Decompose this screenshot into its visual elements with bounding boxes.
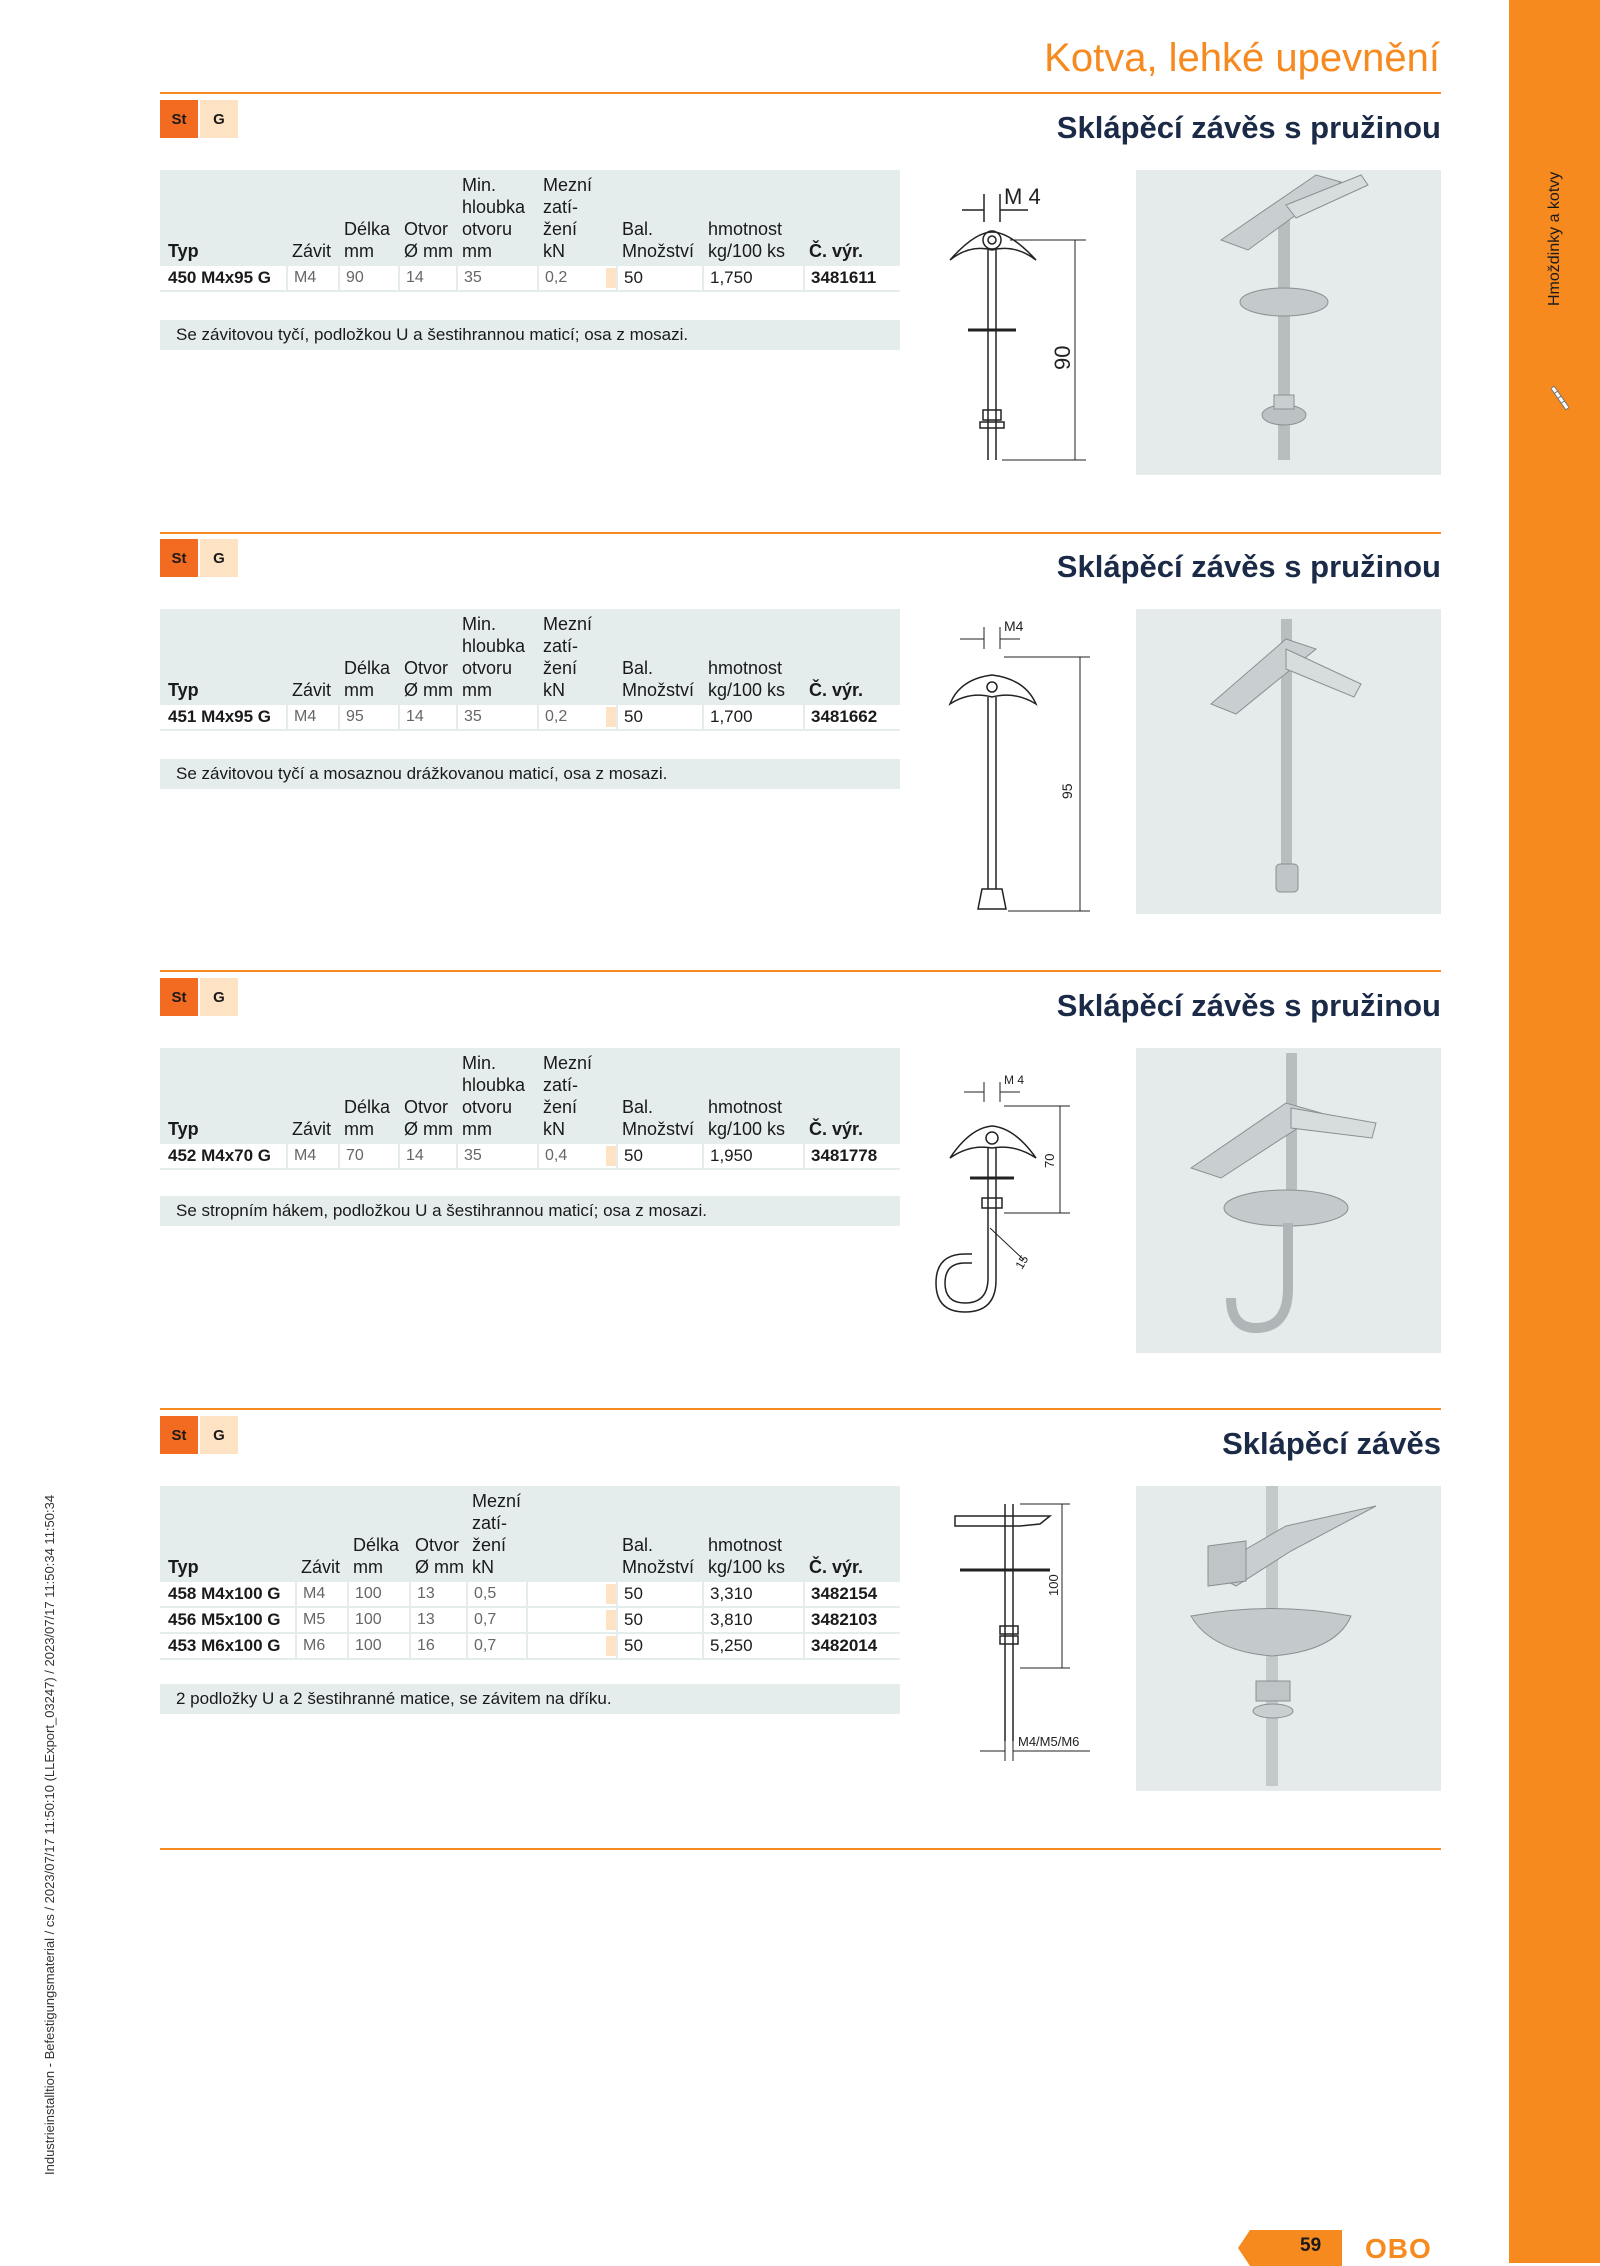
table-row: [160, 1144, 900, 1170]
cell-mezni: 0,4: [537, 1144, 599, 1168]
cell-otvor: 13: [409, 1582, 466, 1606]
orange-side-bar: [1509, 0, 1600, 2263]
product-table: [160, 170, 900, 292]
table-row: [160, 1608, 900, 1634]
col-min-hloubka: Min. hloubka otvoru mm: [462, 1053, 526, 1139]
cell-typ: 451 M4x95 G: [168, 707, 272, 726]
drawing-length-label: 95: [1059, 783, 1075, 799]
col-zavit: Závit: [292, 241, 332, 261]
table-row: [160, 1634, 900, 1660]
cell-delka: 100: [347, 1608, 409, 1632]
row-accent: [606, 268, 616, 288]
material-badge-st: St: [160, 978, 198, 1016]
col-cvyr: Č. výr.: [809, 1557, 864, 1577]
side-category-label: Hmoždinky a kotvy: [1546, 171, 1563, 306]
col-min-hloubka: Min. hloubka otvoru mm: [462, 614, 526, 700]
drawing-thread-label: M 4: [1004, 184, 1041, 209]
section-title: Sklápěcí závěs s pružinou: [1056, 549, 1441, 584]
cell-otvor: 16: [409, 1634, 466, 1658]
divider: [160, 970, 1441, 972]
col-hmotnost: hmotnost kg/100 ks: [708, 1535, 786, 1577]
col-cvyr: Č. výr.: [809, 680, 864, 700]
cell-typ: 452 M4x70 G: [168, 1146, 272, 1165]
col-typ: Typ: [168, 1119, 199, 1139]
cell-otvor: 14: [398, 705, 456, 729]
cell-cvyr: 3481778: [803, 1144, 900, 1168]
product-photo: [1136, 1048, 1441, 1353]
table-header: [160, 609, 900, 705]
cell-min: 35: [456, 1144, 537, 1168]
cell-delka: 100: [347, 1634, 409, 1658]
divider: [160, 92, 1441, 94]
product-description: Se stropním hákem, podložkou U a šestihrannou maticí; osa z mosazi.: [160, 1196, 900, 1226]
anchor-icon: [1551, 383, 1569, 413]
page-number-tab: [1238, 2230, 1342, 2266]
cell-mezni: 0,7: [466, 1634, 526, 1658]
col-delka: Délka mm: [353, 1535, 400, 1577]
cell-delka: 100: [347, 1582, 409, 1606]
product-table: [160, 1486, 900, 1660]
row-accent: [606, 1584, 616, 1604]
drawing-hook-label: 15: [1012, 1252, 1032, 1272]
cell-zavit: M4: [286, 705, 338, 729]
cell-otvor: 14: [398, 1144, 456, 1168]
table-header: [160, 170, 900, 266]
col-bal: Bal. Množství: [622, 1535, 695, 1577]
cell-zavit: M4: [286, 266, 338, 290]
col-hmotnost: hmotnost kg/100 ks: [708, 219, 786, 261]
drawing-thread-label: M4: [1004, 618, 1024, 634]
col-mezni: Mezní zatí- žení kN: [543, 175, 593, 261]
col-zavit: Závit: [301, 1557, 341, 1577]
cell-zavit: M6: [295, 1634, 347, 1658]
divider: [160, 1408, 1441, 1410]
material-badge-st: St: [160, 100, 198, 138]
drawing-thread-label: M 4: [1004, 1073, 1025, 1087]
cell-cvyr: 3481662: [803, 705, 900, 729]
section-title: Sklápěcí závěs s pružinou: [1056, 110, 1441, 145]
col-otvor: Otvor Ø mm: [404, 1097, 453, 1139]
cell-mezni: 0,2: [537, 266, 599, 290]
col-bal: Bal. Množství: [622, 219, 695, 261]
cell-cvyr: 3482014: [803, 1634, 900, 1658]
cell-bal: 50: [616, 705, 702, 729]
material-badge-st: St: [160, 539, 198, 577]
cell-typ: 450 M4x95 G: [168, 268, 272, 287]
product-table: [160, 609, 900, 731]
col-mezni: Mezní zatí- žení kN: [543, 614, 593, 700]
cell-empty: [526, 1634, 606, 1658]
divider: [160, 532, 1441, 534]
finish-badge-g: G: [200, 1416, 238, 1454]
col-mezni: Mezní zatí- žení kN: [543, 1053, 593, 1139]
cell-delka: 95: [338, 705, 398, 729]
cell-zavit: M4: [286, 1144, 338, 1168]
cell-bal: 50: [616, 1582, 702, 1606]
product-photo: [1136, 1486, 1441, 1791]
section-title: Sklápěcí závěs: [1222, 1426, 1441, 1461]
material-badge-st: St: [160, 1416, 198, 1454]
col-bal: Bal. Množství: [622, 658, 695, 700]
drawing-length-label: 90: [1050, 345, 1075, 370]
cell-hmotnost: 1,750: [702, 266, 803, 290]
product-section-458: [160, 1416, 1441, 1856]
product-description: Se závitovou tyčí a mosaznou drážkovanou maticí, osa z mosazi.: [160, 759, 900, 789]
product-section-450: [160, 100, 1441, 520]
col-delka: Délka mm: [344, 219, 391, 261]
cell-bal: 50: [616, 1144, 702, 1168]
product-section-451: [160, 539, 1441, 959]
cell-bal: 50: [616, 1608, 702, 1632]
section-title: Sklápěcí závěs s pružinou: [1056, 988, 1441, 1023]
product-table: [160, 1048, 900, 1170]
row-accent: [606, 1610, 616, 1630]
cell-mezni: 0,5: [466, 1582, 526, 1606]
cell-cvyr: 3482103: [803, 1608, 900, 1632]
cell-cvyr: 3481611: [803, 266, 900, 290]
cell-hmotnost: 3,810: [702, 1608, 803, 1632]
col-delka: Délka mm: [344, 658, 391, 700]
cell-hmotnost: 1,700: [702, 705, 803, 729]
product-description: Se závitovou tyčí, podložkou U a šestihrannou maticí; osa z mosazi.: [160, 320, 900, 350]
col-typ: Typ: [168, 1557, 199, 1577]
col-hmotnost: hmotnost kg/100 ks: [708, 658, 786, 700]
col-otvor: Otvor Ø mm: [415, 1535, 464, 1577]
table-header: [160, 1048, 900, 1144]
cell-zavit: M4: [295, 1582, 347, 1606]
cell-bal: 50: [616, 1634, 702, 1658]
col-mezni: Mezní zatí- žení kN: [472, 1491, 522, 1577]
cell-hmotnost: 1,950: [702, 1144, 803, 1168]
cell-otvor: 13: [409, 1608, 466, 1632]
obo-logo: OBO: [1365, 2233, 1432, 2264]
cell-delka: 90: [338, 266, 398, 290]
cell-zavit: M5: [295, 1608, 347, 1632]
cell-delka: 70: [338, 1144, 398, 1168]
cell-mezni: 0,7: [466, 1608, 526, 1632]
product-description: 2 podložky U a 2 šestihranné matice, se závitem na dříku.: [160, 1684, 900, 1714]
finish-badge-g: G: [200, 539, 238, 577]
cell-empty: [526, 1608, 606, 1632]
cell-min: 35: [456, 266, 537, 290]
row-accent: [606, 707, 616, 727]
col-cvyr: Č. výr.: [809, 1119, 864, 1139]
divider: [160, 1848, 1441, 1850]
cell-empty: [526, 1582, 606, 1606]
col-hmotnost: hmotnost kg/100 ks: [708, 1097, 786, 1139]
cell-bal: 50: [616, 266, 702, 290]
table-row: [160, 705, 900, 731]
cell-mezni: 0,2: [537, 705, 599, 729]
page-number: 59: [1300, 2235, 1322, 2256]
cell-otvor: 14: [398, 266, 456, 290]
cell-typ: 456 M5x100 G: [168, 1610, 281, 1629]
cell-typ: 453 M6x100 G: [168, 1636, 281, 1655]
col-typ: Typ: [168, 241, 199, 261]
col-typ: Typ: [168, 680, 199, 700]
drawing-length-label: 70: [1042, 1153, 1057, 1168]
col-cvyr: Č. výr.: [809, 241, 864, 261]
product-section-452: [160, 978, 1441, 1398]
table-row: [160, 266, 900, 292]
col-delka: Délka mm: [344, 1097, 391, 1139]
col-zavit: Závit: [292, 1119, 332, 1139]
col-min-hloubka: Min. hloubka otvoru mm: [462, 175, 526, 261]
col-zavit: Závit: [292, 680, 332, 700]
product-photo: [1136, 609, 1441, 914]
cell-min: 35: [456, 705, 537, 729]
cell-cvyr: 3482154: [803, 1582, 900, 1606]
row-accent: [606, 1636, 616, 1656]
cell-hmotnost: 3,310: [702, 1582, 803, 1606]
export-metadata: Industrieinstalltion - Befestigungsmaterial / cs / 2023/07/17 11:50:10 (LLExport_03247) / 2023/07/17 11:50:34 11:50:34: [42, 1494, 57, 2175]
cell-hmotnost: 5,250: [702, 1634, 803, 1658]
table-row: [160, 1582, 900, 1608]
cell-typ: 458 M4x100 G: [168, 1584, 281, 1603]
drawing-length-label: 100: [1046, 1574, 1061, 1596]
product-photo: [1136, 170, 1441, 475]
finish-badge-g: G: [200, 978, 238, 1016]
table-header: [160, 1486, 900, 1582]
row-accent: [606, 1146, 616, 1166]
page-title: Kotva, lehké upevnění: [1044, 36, 1440, 80]
drawing-thread-label: M4/M5/M6: [1018, 1734, 1080, 1749]
col-otvor: Otvor Ø mm: [404, 658, 453, 700]
col-otvor: Otvor Ø mm: [404, 219, 453, 261]
finish-badge-g: G: [200, 100, 238, 138]
col-bal: Bal. Množství: [622, 1097, 695, 1139]
